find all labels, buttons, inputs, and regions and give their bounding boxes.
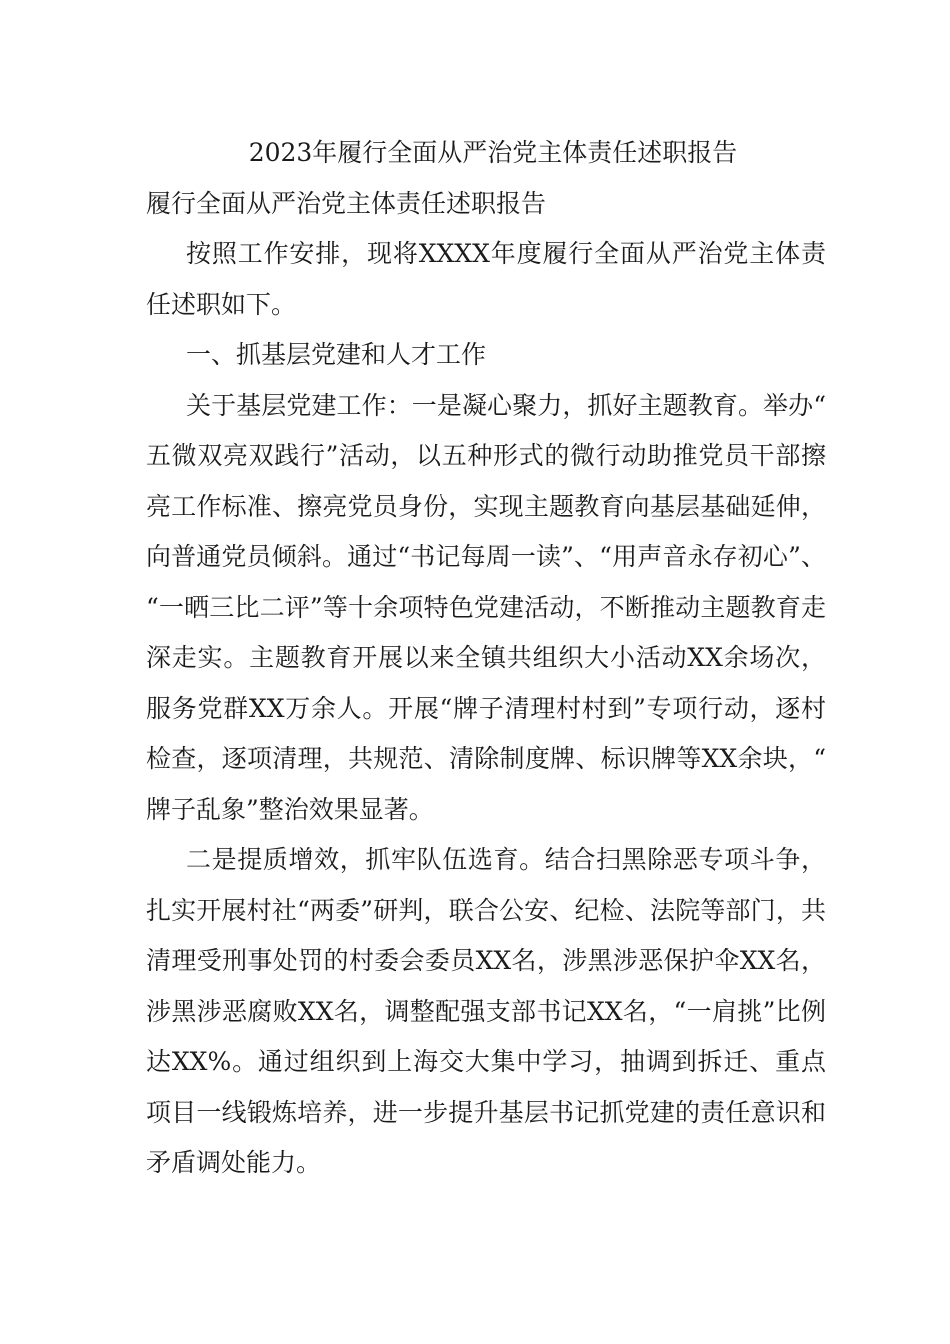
- document-title: 2023年履行全面从严治党主体责任述职报告: [248, 138, 738, 167]
- body-paragraph: 关于基层党建工作：一是凝心聚力，抓好主题教育。举办“五微双亮双践行”活动，以五种形式的微行动助推党员干部擦亮工作标准、擦亮党员身份，实现主题教育向基层基础延伸，向普通党员倾斜。通过“书记每周一读”、“用声音永存初心”、“一晒三比二评”等十余项特色党建活动，不断推动主题教育走深走实。主题教育开展以来全镇共组织大小活动XX余场次，服务党群XX万余人。开展“牌子清理村村到”专项行动，逐村检查，逐项清理，共规范、清除制度牌、标识牌等XX余块，“牌子乱象”整治效果显著。: [146, 390, 826, 824]
- document-subtitle: 履行全面从严治党主体责任述职报告: [146, 188, 547, 218]
- body-paragraph: 二是提质增效，抓牢队伍选育。结合扫黑除恶专项斗争，扎实开展村社“两委”研判，联合公安、纪检、法院等部门，共清理受刑事处罚的村委会委员XX名，涉黑涉恶保护伞XX名，涉黑涉恶腐败XX名，调整配强支部书记XX名，“一肩挑”比例达XX%。通过组织到上海交大集中学习，抽调到拆迁、重点项目一线锻炼培养，进一步提升基层书记抓党建的责任意识和矛盾调处能力。: [146, 845, 826, 1177]
- intro-paragraph: 按照工作安排，现将XXXX年度履行全面从严治党主体责任述职如下。: [146, 239, 826, 319]
- section-heading: 一、抓基层党建和人才工作: [186, 340, 487, 369]
- document-body: [146, 128, 826, 1189]
